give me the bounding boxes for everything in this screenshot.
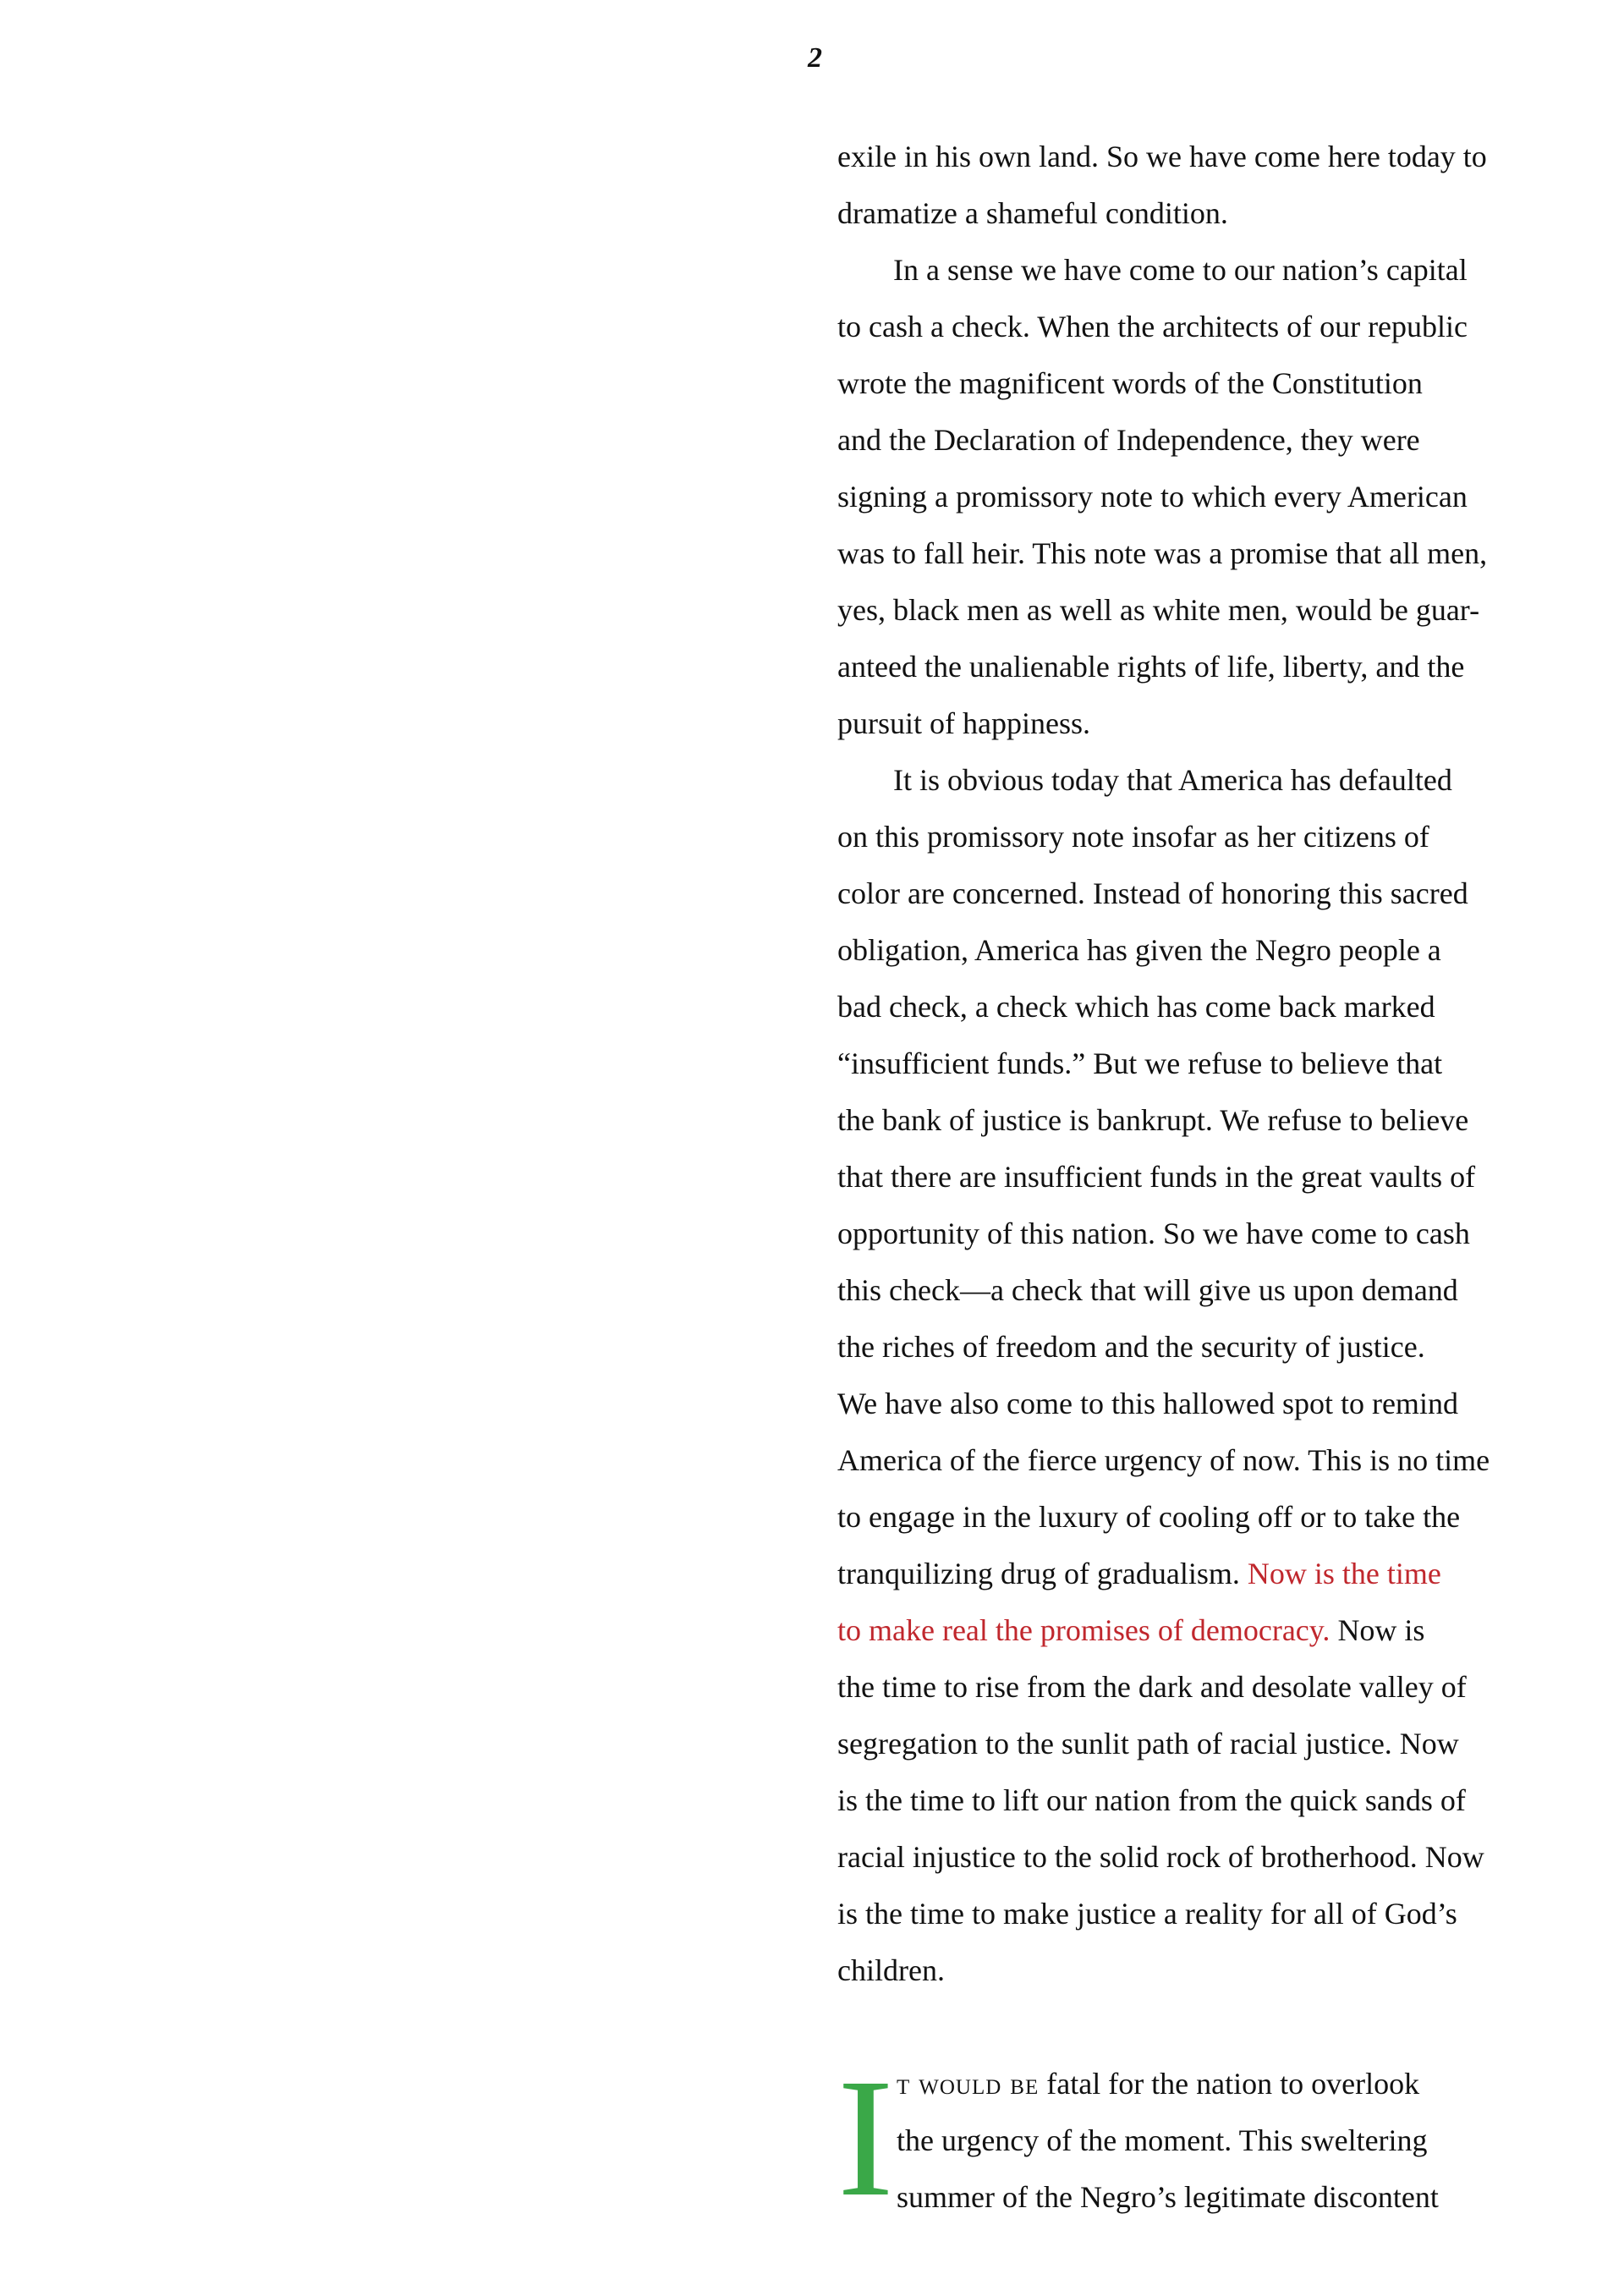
text-line: dramatize a shameful condition.: [837, 196, 1228, 230]
text-line: It is obvious today that America has defaulted: [893, 763, 1452, 797]
text-line: the time to rise from the dark and desolate valley of: [837, 1670, 1467, 1704]
text-line: segregation to the sunlit path of racial justice. Now: [837, 1727, 1459, 1760]
text-line: [837, 1546, 1548, 1602]
section-lines: [897, 2056, 1548, 2226]
text-line: anteed the unalienable rights of life, liberty, and the: [837, 650, 1465, 684]
text-line: color are concerned. Instead of honoring this sacred: [837, 876, 1468, 910]
drop-cap: I: [837, 2045, 894, 2232]
text-line: children.: [837, 1953, 945, 1987]
text-line: this check—a check that will give us upon demand: [837, 1273, 1458, 1307]
text-line: summer of the Negro’s legitimate discontent: [897, 2180, 1439, 2214]
text-line: pursuit of happiness.: [837, 706, 1090, 740]
text-line: the riches of freedom and the security of justice.: [837, 1330, 1425, 1364]
smallcaps-lead: t would be: [897, 2067, 1040, 2101]
text-line: is the time to lift our nation from the quick sands of: [837, 1783, 1466, 1817]
text-line: the bank of justice is bankrupt. We refuse to believe: [837, 1103, 1469, 1137]
text-line: signing a promissory note to which every American: [837, 480, 1468, 514]
text-line: bad check, a check which has come back marked: [837, 990, 1435, 1024]
text-line: In a sense we have come to our nation’s capital: [893, 253, 1468, 287]
text-line: and the Declaration of Independence, they were: [837, 423, 1420, 457]
text-line: yes, black men as well as white men, would be guar-: [837, 593, 1480, 627]
text-plain: fatal for the nation to overlook: [1039, 2067, 1420, 2101]
text-line: is the time to make justice a reality for all of God’s: [837, 1897, 1457, 1931]
highlighted-text: to make real the promises of democracy.: [837, 1613, 1330, 1647]
speech-body: [837, 129, 1548, 1999]
text-line: opportunity of this nation. So we have come to cash: [837, 1217, 1470, 1250]
text-line: the urgency of the moment. This sweltering: [897, 2123, 1428, 2157]
section-opening: [837, 2045, 1548, 2232]
highlighted-text: Now is the time: [1247, 1557, 1441, 1590]
text-line: We have also come to this hallowed spot to remind: [837, 1387, 1458, 1420]
text-line: America of the fierce urgency of now. This is no time: [837, 1443, 1490, 1477]
text-line: on this promissory note insofar as her citizens of: [837, 820, 1429, 854]
text-plain: tranquilizing drug of gradualism.: [837, 1557, 1248, 1590]
page-number: 2: [808, 42, 822, 74]
text-line: to cash a check. When the architects of our republic: [837, 310, 1468, 343]
text-plain: Now is: [1330, 1613, 1425, 1647]
text-line: [837, 1602, 1548, 1659]
text-line: wrote the magnificent words of the Constitution: [837, 366, 1423, 400]
text-line: exile in his own land. So we have come here today to: [837, 140, 1487, 173]
text-line: was to fall heir. This note was a promise that all men,: [837, 536, 1488, 570]
text-line: to engage in the luxury of cooling off or to take the: [837, 1500, 1461, 1534]
text-line: [897, 2056, 1548, 2112]
text-line: “insufficient funds.” But we refuse to believe that: [837, 1046, 1443, 1080]
text-line: racial injustice to the solid rock of brotherhood. Now: [837, 1840, 1484, 1874]
text-line: that there are insufficient funds in the great vaults of: [837, 1160, 1476, 1194]
text-line: obligation, America has given the Negro people a: [837, 933, 1441, 967]
